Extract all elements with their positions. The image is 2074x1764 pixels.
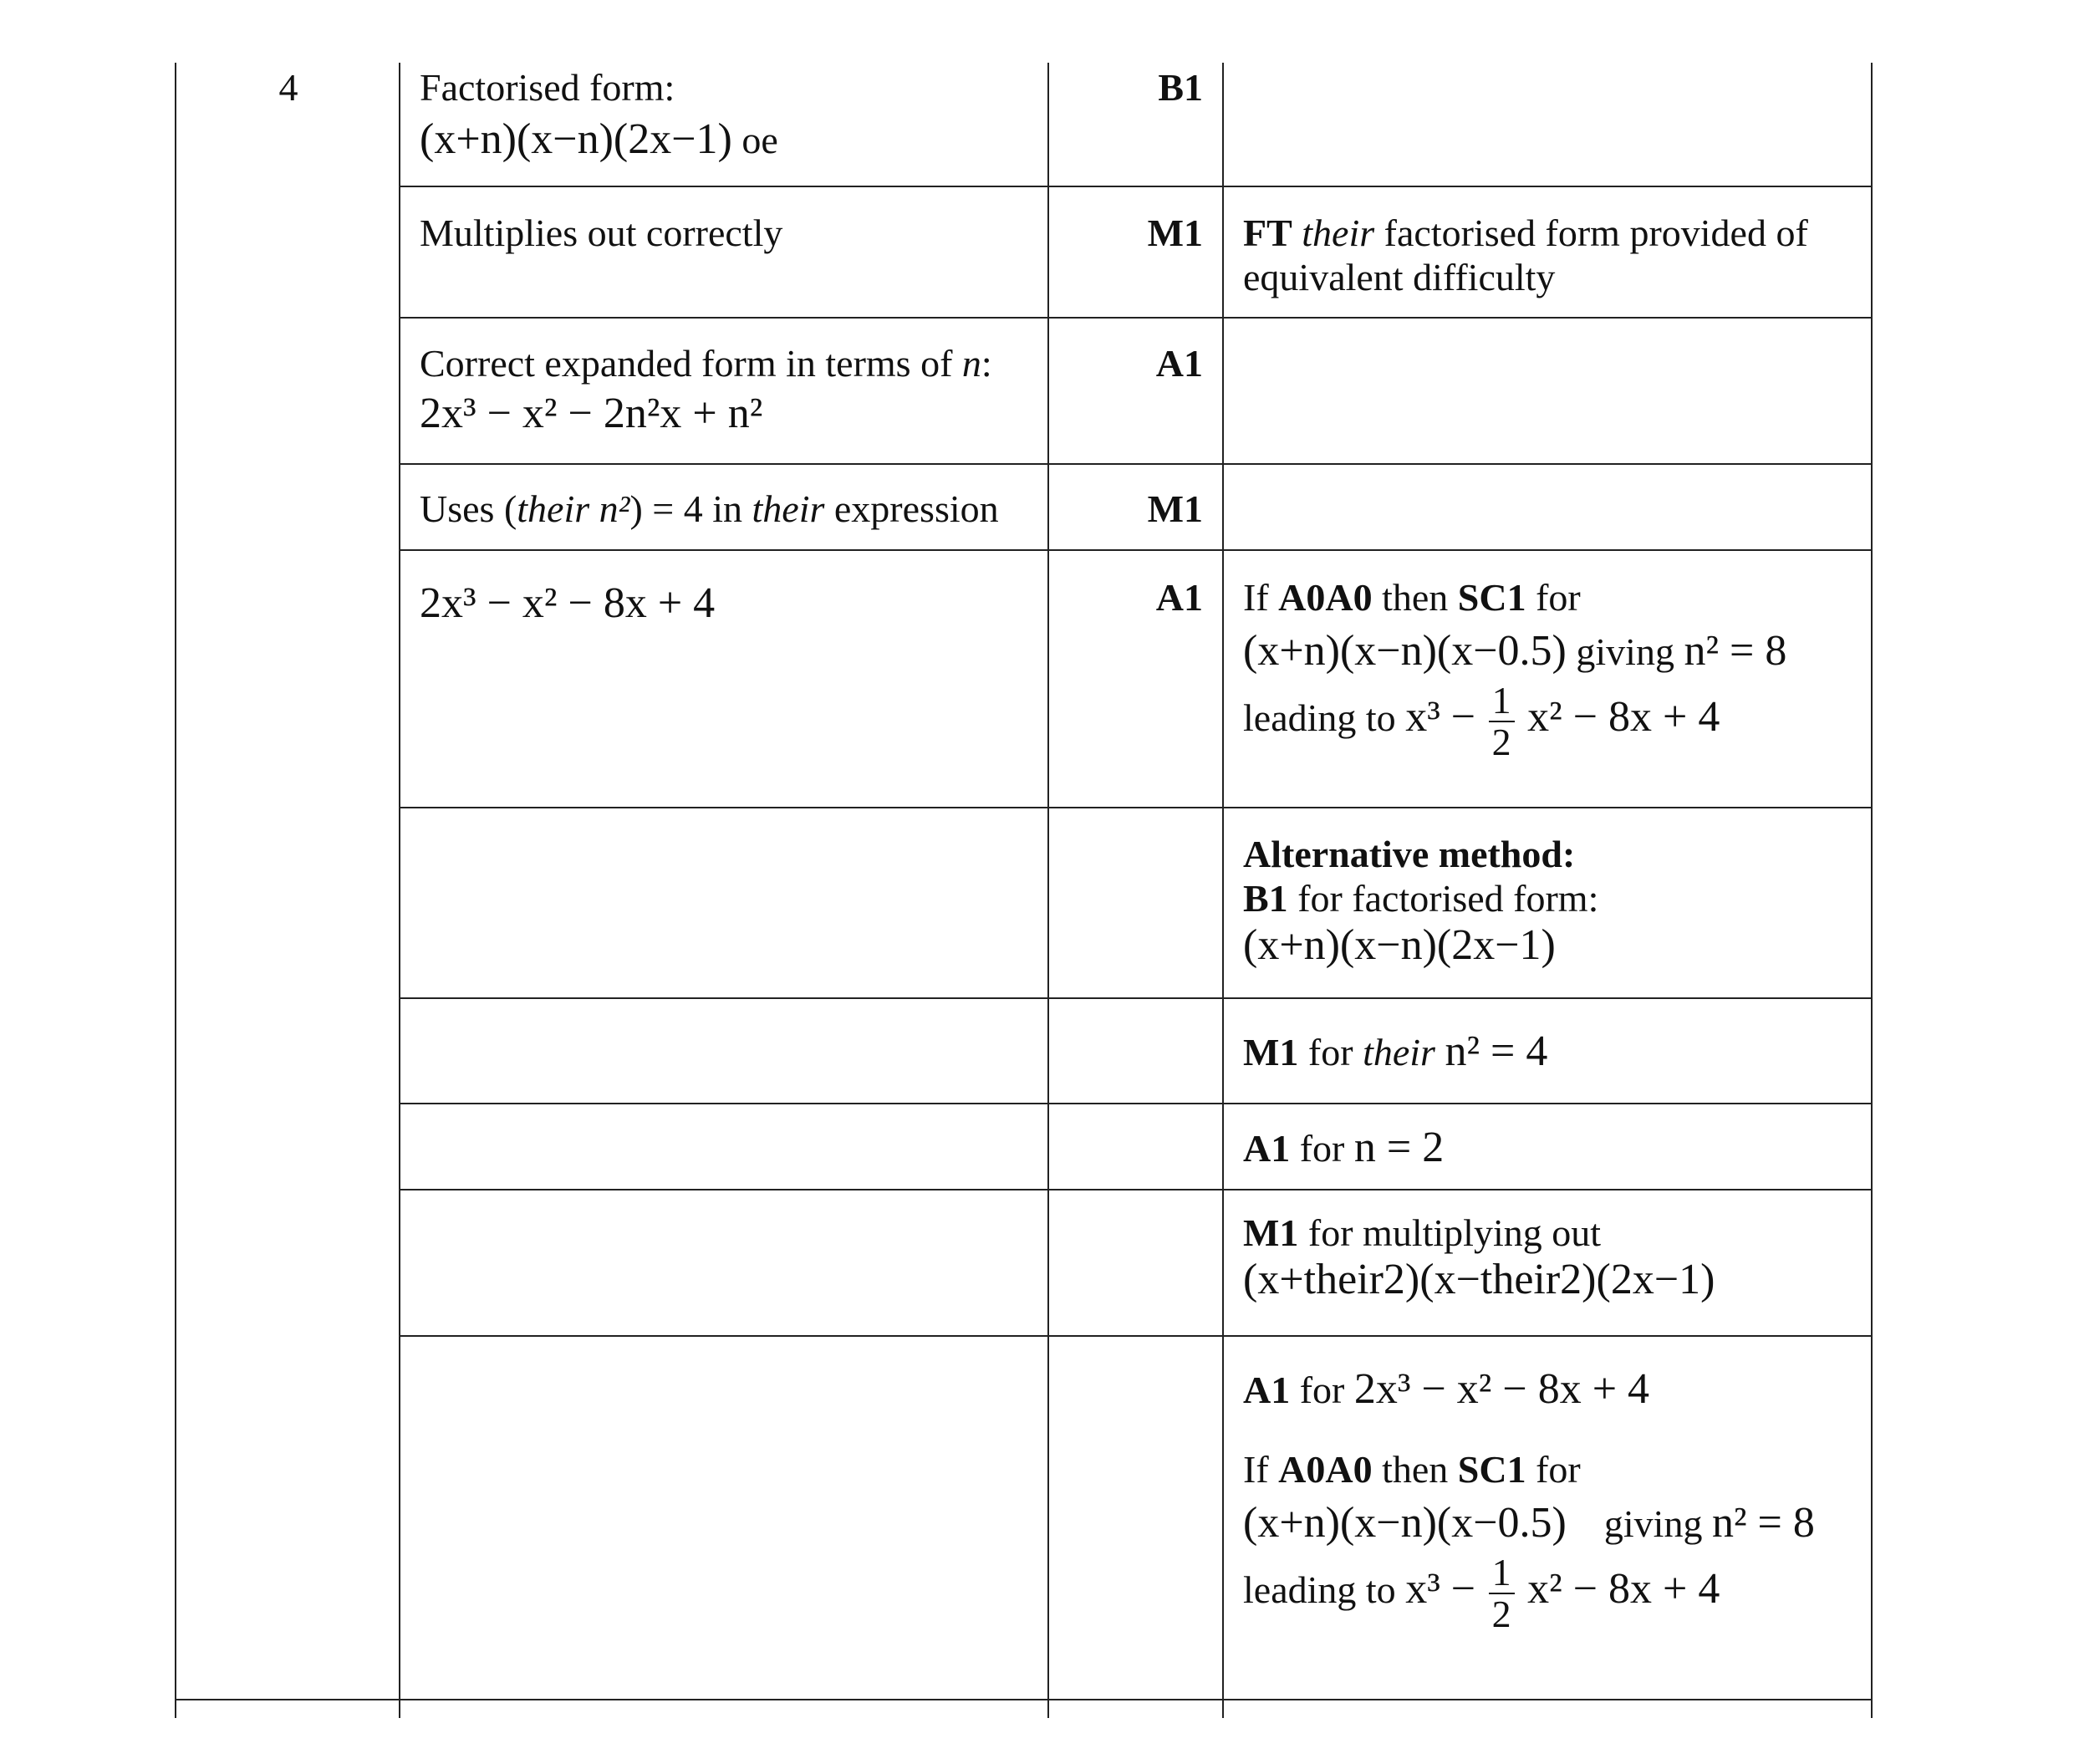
guidance-text: for — [1299, 1369, 1345, 1411]
math-expression: x³ − — [1405, 1564, 1476, 1613]
guidance-text: for — [1536, 1448, 1581, 1491]
guidance-text: then — [1382, 576, 1449, 619]
guidance-cell — [1243, 1123, 1862, 1172]
guidance-cell — [1243, 575, 1862, 763]
table-rule — [399, 1103, 1873, 1104]
table-rule — [399, 1335, 1873, 1337]
table-rule — [399, 997, 1873, 999]
table-rule — [399, 1189, 1873, 1190]
guidance-cell — [1243, 1211, 1862, 1304]
math-expression: (x+n)(x−n)(2x−1) — [1243, 921, 1556, 969]
guidance-code: M1 — [1243, 1031, 1299, 1073]
math-expression: 2x³ − x² − 2n²x + n² — [420, 390, 763, 437]
fraction — [1489, 681, 1515, 763]
mark-code: M1 — [1147, 487, 1203, 530]
guidance-cell — [1243, 1027, 1862, 1076]
guidance-cell — [1243, 211, 1862, 299]
table-rule — [1222, 63, 1224, 1718]
guidance-text: then — [1382, 1448, 1449, 1491]
guidance-text: If — [1243, 576, 1269, 619]
guidance-text: for — [1299, 1127, 1345, 1170]
fraction-denominator: 2 — [1491, 1593, 1511, 1636]
oe-note: oe — [741, 119, 778, 161]
answer-italic: their — [752, 487, 825, 530]
math-expression: 2x³ − x² − 8x + 4 — [1353, 1365, 1650, 1413]
guidance-code: A0A0 — [1278, 576, 1373, 619]
guidance-code: SC1 — [1457, 1448, 1526, 1491]
mark-code: A1 — [1155, 576, 1203, 619]
answer-cell — [420, 341, 1038, 438]
math-expression: x² − 8x + 4 — [1527, 692, 1720, 741]
math-expression: x³ − — [1405, 692, 1476, 741]
answer-text: expression — [833, 487, 999, 530]
mark-code: B1 — [1158, 66, 1203, 109]
math-expression: n = 2 — [1353, 1124, 1445, 1171]
fraction — [1489, 1552, 1515, 1635]
guidance-code: M1 — [1243, 1211, 1299, 1254]
table-rule — [175, 63, 176, 1718]
guidance-text: factorised form provided of equivalent difficulty — [1243, 212, 1808, 298]
fraction-numerator: 1 — [1489, 681, 1515, 722]
answer-text: Multiplies out correctly — [420, 212, 783, 254]
guidance-text: for factorised form: — [1297, 877, 1599, 920]
guidance-code: A1 — [1243, 1127, 1291, 1170]
answer-label-end: : — [981, 342, 992, 385]
guidance-text: leading to — [1243, 696, 1396, 739]
math-expression: (x+their2)(x−their2)(2x−1) — [1243, 1256, 1715, 1303]
answer-cell — [420, 65, 1038, 164]
table-rule — [399, 549, 1873, 551]
math-expression: n² = 8 — [1684, 627, 1787, 675]
guidance-text: giving — [1576, 630, 1674, 673]
question-number: 4 — [278, 66, 298, 109]
answer-text: ) = 4 in — [629, 487, 742, 530]
guidance-text: for — [1307, 1031, 1353, 1073]
guidance-code: B1 — [1243, 877, 1288, 920]
answer-variable: n² — [599, 487, 630, 530]
math-expression: 2x³ − x² − 8x + 4 — [420, 579, 716, 627]
table-rule — [399, 63, 400, 1718]
table-rule — [399, 186, 1873, 187]
table-rule — [1871, 63, 1873, 1718]
mark-code: A1 — [1155, 342, 1203, 385]
math-expression: x² − 8x + 4 — [1527, 1564, 1720, 1613]
table-rule — [175, 1699, 1873, 1700]
guidance-heading: Alternative method: — [1243, 833, 1576, 875]
guidance-code: FT — [1243, 212, 1292, 254]
guidance-text: giving — [1603, 1502, 1703, 1545]
guidance-text: for multiplying out — [1307, 1211, 1602, 1254]
answer-italic: their — [517, 487, 590, 530]
answer-cell — [420, 487, 1038, 531]
fraction-numerator: 1 — [1489, 1552, 1515, 1594]
math-expression: n² = 4 — [1445, 1027, 1548, 1075]
answer-variable: n — [961, 342, 981, 385]
guidance-cell — [1243, 1364, 1862, 1635]
math-expression: n² = 8 — [1711, 1499, 1815, 1547]
table-rule — [399, 807, 1873, 808]
guidance-italic: their — [1302, 212, 1375, 254]
guidance-text: for — [1536, 576, 1581, 619]
math-expression: (x+n)(x−n)(2x−1) — [420, 115, 732, 163]
guidance-text: leading to — [1243, 1568, 1396, 1611]
guidance-cell — [1243, 832, 1862, 970]
mark-code: M1 — [1147, 212, 1203, 254]
math-expression: (x+n)(x−n)(x−0.5) — [1243, 1499, 1567, 1547]
guidance-code: A1 — [1243, 1369, 1291, 1411]
math-expression: (x+n)(x−n)(x−0.5) — [1243, 627, 1567, 675]
answer-label: Correct expanded form in terms of — [420, 342, 953, 385]
answer-text: Uses ( — [420, 487, 517, 530]
table-rule — [399, 463, 1873, 465]
guidance-text: If — [1243, 1448, 1269, 1491]
table-rule — [1047, 63, 1049, 1718]
guidance-code: SC1 — [1457, 576, 1526, 619]
table-rule — [399, 317, 1873, 319]
guidance-italic: their — [1363, 1031, 1435, 1073]
answer-label: Factorised form: — [420, 66, 675, 109]
guidance-code: A0A0 — [1278, 1448, 1373, 1491]
fraction-denominator: 2 — [1491, 721, 1511, 764]
